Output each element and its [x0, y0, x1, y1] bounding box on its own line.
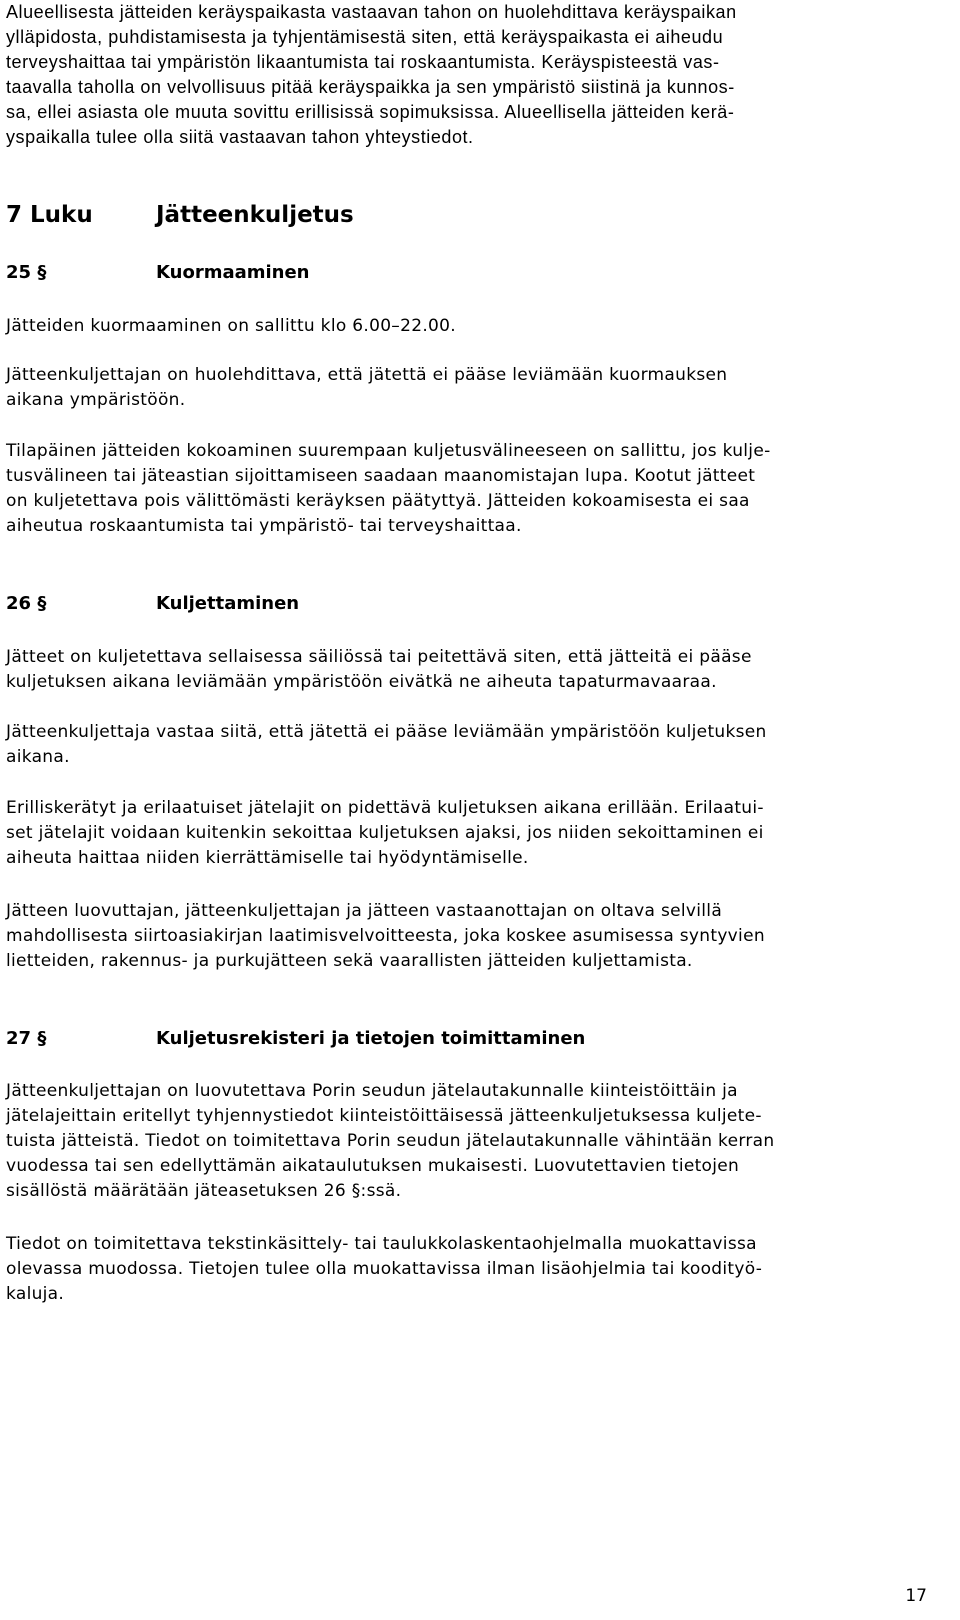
text-line: jätelajeittain eritellyt tyhjennystiedot kiinteistöittäisessä jätteenkuljetuksessa kuljete-: [6, 1106, 762, 1126]
section-title: Kuormaaminen: [156, 262, 310, 283]
text-line: set jätelajit voidaan kuitenkin sekoittaa kuljetuksen ajaksi, jos niiden sekoittaminen ei: [6, 823, 764, 843]
text-line: olevassa muodossa. Tietojen tulee olla muokattavissa ilman lisäohjelmia tai koodityö-: [6, 1259, 763, 1279]
intro-paragraph: [6, 0, 737, 150]
page-number: 17: [905, 1586, 927, 1606]
text-line: aiheuta haittaa niiden kierrättämiselle tai hyödyntämiselle.: [6, 848, 529, 868]
text-line: yspaikalla tulee olla siitä vastaavan tahon yhteystiedot.: [6, 127, 474, 147]
paragraph: [6, 899, 765, 974]
text-line: Tilapäinen jätteiden kokoaminen suurempaan kuljetusvälineeseen on sallittu, jos kulje-: [6, 441, 771, 461]
text-line: aikana ympäristöön.: [6, 390, 186, 410]
text-line: Tiedot on toimitettava tekstinkäsittely- tai taulukkolaskentaohjelmalla muokattavissa: [6, 1234, 757, 1254]
text-line: Jätteiden kuormaaminen on sallittu klo 6.00–22.00.: [6, 316, 456, 336]
text-line: tusvälineen tai jäteastian sijoittamiseen saadaan maanomistajan lupa. Kootut jätteet: [6, 466, 756, 486]
chapter-title: Jätteenkuljetus: [156, 202, 354, 228]
section-title: Kuljetusrekisteri ja tietojen toimittaminen: [156, 1028, 586, 1049]
text-line: terveyshaittaa tai ympäristön likaantumista tai roskaantumista. Keräyspisteestä vas-: [6, 52, 720, 72]
text-line: Jätteet on kuljetettava sellaisessa säiliössä tai peitettävä siten, että jätteitä ei pääse: [6, 647, 752, 667]
text-line: Erilliskerätyt ja erilaatuiset jätelajit on pidettävä kuljetuksen aikana erillään. Erilaatui-: [6, 798, 764, 818]
section-number: 26 §: [6, 593, 47, 614]
text-line: kaluja.: [6, 1284, 65, 1304]
paragraph: [6, 314, 456, 339]
text-line: Jätteen luovuttajan, jätteenkuljettajan ja jätteen vastaanottajan on oltava selvillä: [6, 901, 723, 921]
text-line: ylläpidosta, puhdistamisesta ja tyhjentämisestä siten, että keräyspaikasta ei aiheudu: [6, 27, 724, 47]
paragraph: [6, 1232, 762, 1307]
text-line: on kuljetettava pois välittömästi keräyksen päätyttyä. Jätteiden kokoamisesta ei saa: [6, 491, 750, 511]
text-line: kuljetuksen aikana leviämään ympäristöön eivätkä ne aiheuta tapaturmavaaraa.: [6, 672, 717, 692]
text-line: vuodessa tai sen edellyttämän aikataulutuksen mukaisesti. Luovutettavien tietojen: [6, 1156, 740, 1176]
text-line: lietteiden, rakennus- ja purkujätteen sekä vaarallisten jätteiden kuljettamista.: [6, 951, 693, 971]
text-line: Jätteenkuljettajan on huolehdittava, että jätettä ei pääse leviämään kuormauksen: [6, 365, 728, 385]
paragraph: [6, 720, 767, 770]
text-line: Jätteenkuljettaja vastaa siitä, että jätettä ei pääse leviämään ympäristöön kuljetuksen: [6, 722, 767, 742]
text-line: sisällöstä määrätään jäteasetuksen 26 §:ssä.: [6, 1181, 402, 1201]
section-title: Kuljettaminen: [156, 593, 300, 614]
text-line: aiheutua roskaantumista tai ympäristö- tai terveyshaittaa.: [6, 516, 522, 536]
text-line: tuista jätteistä. Tiedot on toimitettava Porin seudun jätelautakunnalle vähintään kerran: [6, 1131, 775, 1151]
text-line: mahdollisesta siirtoasiakirjan laatimisvelvoitteesta, joka koskee asumisessa syntyvien: [6, 926, 765, 946]
text-line: Alueellisesta jätteiden keräyspaikasta vastaavan tahon on huolehdittava keräyspaikan: [6, 2, 737, 22]
text-line: taavalla taholla on velvollisuus pitää keräyspaikka ja sen ympäristö siistinä ja kunnos-: [6, 77, 735, 97]
paragraph: [6, 645, 752, 695]
text-line: sa, ellei asiasta ole muuta sovittu erillisissä sopimuksissa. Alueellisella jätteiden kerä-: [6, 102, 735, 122]
text-line: Jätteenkuljettajan on luovutettava Porin seudun jätelautakunnalle kiinteistöittäin ja: [6, 1081, 738, 1101]
paragraph: [6, 796, 764, 871]
section-number: 25 §: [6, 262, 47, 283]
chapter-number: 7 Luku: [6, 202, 93, 228]
text-line: aikana.: [6, 747, 70, 767]
section-number: 27 §: [6, 1028, 47, 1049]
paragraph: [6, 1079, 774, 1204]
paragraph: [6, 439, 771, 539]
paragraph: [6, 363, 727, 413]
